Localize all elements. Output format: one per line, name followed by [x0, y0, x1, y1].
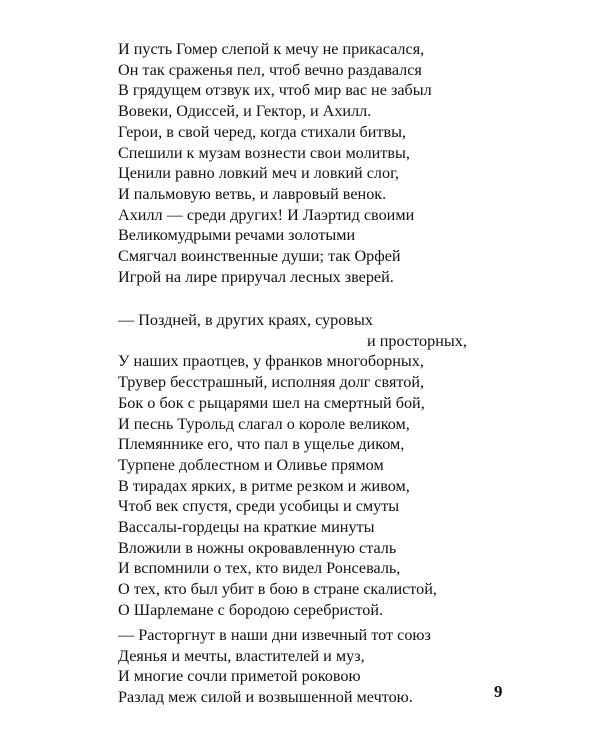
poem-line: В тирадах ярких, в ритме резком и живом, — [118, 476, 410, 495]
poem-stanza-3 — [118, 625, 431, 708]
poem-line: Ценили равно ловкий меч и ловкий слог, — [118, 164, 399, 183]
poem-line: Ахилл — среди других! И Лаэртид своими — [118, 205, 415, 224]
poem-line: Великомудрыми речами золотыми — [118, 226, 356, 245]
poem-line: И пальмовую ветвь, и лавровый венок. — [118, 184, 387, 203]
poem-line: И вспомнили о тех, кто видел Ронсеваль, — [118, 559, 401, 578]
poem-line: Вложили в ножны окровавленную сталь — [118, 538, 397, 557]
poem-line: И пусть Гомер слепой к мечу не прикасался, — [118, 40, 425, 58]
poem-line-continuation: и просторных, — [367, 331, 467, 350]
poem-stanza-2 — [118, 310, 467, 621]
poem-line: О тех, кто был убит в бою в стране скалистой, — [118, 580, 437, 599]
poem-line: Спешили к музам вознести свои молитвы, — [118, 143, 410, 162]
poem-line: И песнь Турольд слагал о короле великом, — [118, 414, 410, 433]
poem-line: — Поздней, в других краях, суровых — [118, 311, 373, 329]
poem-line: И многие сочли приметой роковою — [118, 667, 361, 686]
page-number: 9 — [494, 682, 503, 701]
poem-line: Турпене доблестном и Оливье прямом — [118, 455, 384, 474]
poem-line: В грядущем отзвук их, чтоб мир вас не забыл — [118, 81, 432, 100]
poem-line: Разлад меж силой и возвышенной мечтою. — [118, 688, 413, 707]
poem-line: Вовеки, Одиссей, и Гектор, и Ахилл. — [118, 102, 372, 121]
poem-line: Трувер бесстрашный, исполняя долг святой, — [118, 373, 425, 392]
poem-line: О Шарлемане с бородою серебристой. — [118, 600, 384, 619]
poem-line: Герои, в свой черед, когда стихали битвы, — [118, 122, 407, 141]
poem-line: Племяннике его, что пал в ущелье диком, — [118, 435, 405, 454]
poem-line: Игрой на лире приручал лесных зверей. — [118, 267, 394, 286]
poem-line: Деянья и мечты, властителей и муз, — [118, 646, 365, 665]
poem-line: Бок о бок с рыцарями шел на смертный бой, — [118, 393, 425, 412]
poem-line: Чтоб век спустя, среди усобицы и смуты — [118, 497, 400, 516]
poem-line: — Расторгнут в наши дни извечный тот союз — [118, 626, 431, 644]
poem-line: Смягчал воинственные души; так Орфей — [118, 247, 401, 266]
poem-line: Вассалы-гордецы на краткие минуты — [118, 518, 375, 537]
poem-line: Он так сраженья пел, чтоб вечно раздавался — [118, 60, 422, 79]
poem-line: У наших праотцев, у франков многоборных, — [118, 352, 424, 371]
poem-stanza-1 — [118, 39, 432, 287]
